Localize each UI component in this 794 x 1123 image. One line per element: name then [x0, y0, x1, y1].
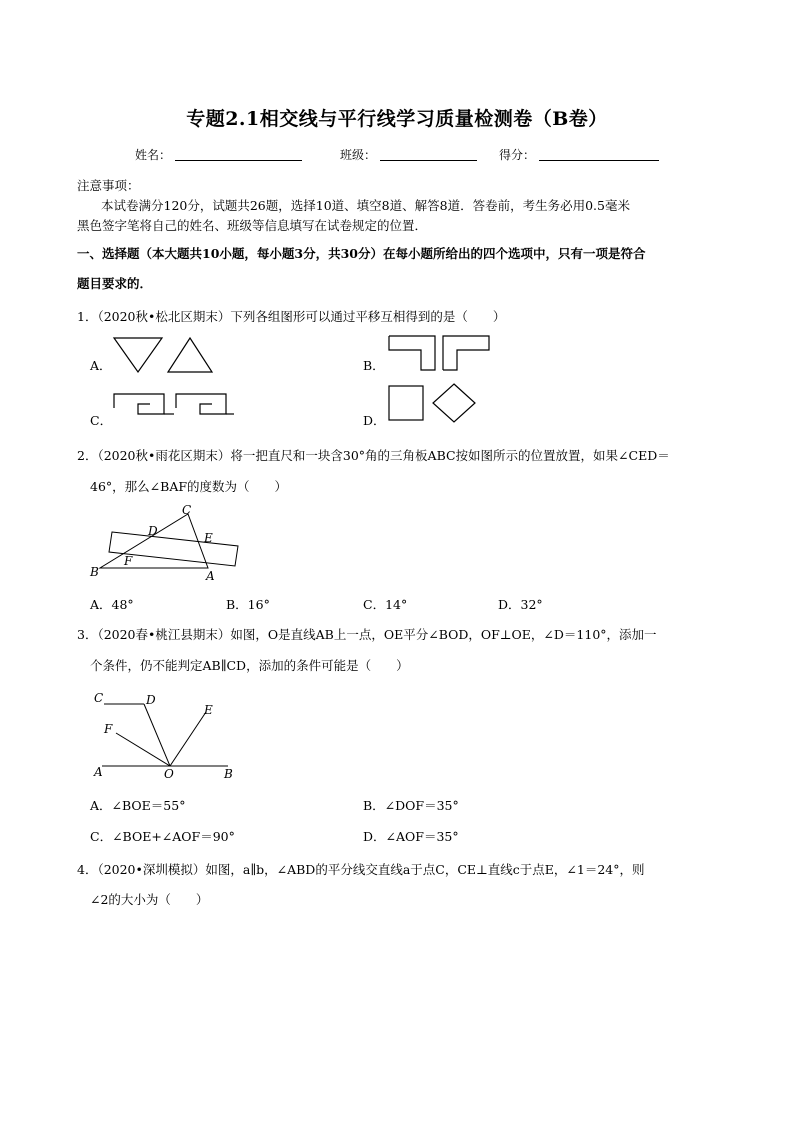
q2-option-d[interactable]: D．32° [498, 597, 543, 612]
rotated-square [433, 384, 475, 422]
q3-option-b[interactable]: B．∠DOF＝35° [363, 798, 459, 813]
q2-figure [86, 504, 256, 584]
q2-stem-line-1: 2．（2020秋•雨花区期末）将一把直尺和一块含30°角的三角板ABC按如图所示的位置放置，如果∠CED＝ [77, 448, 670, 463]
label-b: B [90, 565, 99, 579]
inverted-triangle [114, 338, 162, 372]
score-label: 得分： [499, 148, 536, 162]
ray-of [116, 733, 170, 766]
page-title: 专题2.1相交线与平行线学习质量检测卷（B卷） [186, 108, 608, 130]
class-label: 班级： [340, 148, 377, 162]
notes-heading: 注意事项： [77, 178, 140, 193]
q1-option-b-figure [387, 334, 497, 374]
q3-option-d[interactable]: D．∠AOF＝35° [363, 829, 459, 844]
q1-option-a-label[interactable]: A． [90, 358, 112, 373]
label-e: E [204, 703, 213, 717]
l-shape-left [389, 336, 435, 370]
q1-option-c-label[interactable]: C． [90, 413, 113, 428]
q3-option-c[interactable]: C．∠BOE+∠AOF＝90° [90, 829, 235, 844]
q3-stem-line-2: 个条件，仍不能判定AB∥CD，添加的条件可能是（ ） [90, 658, 409, 673]
q4-stem-line-1: 4．（2020•深圳模拟）如图，a∥b，∠ABD的平分线交直线a于点C，CE⊥直线c于点E，∠1＝24°，则 [77, 862, 645, 877]
label-o: O [164, 767, 174, 781]
hook-shape-left [114, 394, 164, 414]
q3-figure [90, 688, 240, 783]
label-c: C [182, 503, 192, 517]
q1-option-b-label[interactable]: B． [363, 358, 385, 373]
label-b: B [224, 767, 233, 781]
hook-shape-right [176, 394, 226, 414]
q2-stem-line-2: 46°，那么∠BAF的度数为（ ） [90, 479, 288, 494]
q1-option-a-figure [112, 336, 222, 376]
label-a: A [206, 569, 215, 583]
notes-line-1: 本试卷满分120分，试题共26题，选择10道、填空8道、解答8道．答卷前，考生务必用0.5毫米 [101, 198, 630, 213]
q1-option-c-figure [110, 390, 240, 420]
label-d: D [146, 693, 156, 707]
q1-stem: 1．（2020秋•松北区期末）下列各组图形可以通过平移互相得到的是（ ） [77, 309, 506, 324]
upright-triangle [168, 338, 212, 372]
section-heading-line-2: 题目要求的． [77, 276, 153, 291]
label-c: C [94, 691, 104, 705]
label-e: E [204, 531, 213, 545]
label-d: D [148, 524, 158, 538]
q2-option-a[interactable]: A．48° [90, 597, 134, 612]
class-field-line[interactable] [380, 160, 477, 161]
ray-od [144, 704, 170, 766]
label-f: F [104, 722, 113, 736]
q2-option-b[interactable]: B．16° [226, 597, 270, 612]
name-field-line[interactable] [175, 160, 302, 161]
notes-line-2: 黑色签字笔将自己的姓名、班级等信息填写在试卷规定的位置． [77, 218, 428, 233]
score-field-line[interactable] [539, 160, 659, 161]
ray-oe [170, 712, 206, 766]
q3-stem-line-1: 3．（2020春•桃江县期末）如图，O是直线AB上一点，OE平分∠BOD，OF⊥OE，∠D＝110°，添加一 [77, 627, 657, 642]
q1-option-d-figure [387, 382, 482, 426]
name-label: 姓名： [135, 148, 172, 162]
square [389, 386, 423, 420]
q1-option-d-label[interactable]: D． [363, 413, 386, 428]
label-f: F [124, 554, 133, 568]
q4-stem-line-2: ∠2的大小为（ ） [90, 892, 209, 907]
l-shape-right [443, 336, 489, 370]
q3-option-a[interactable]: A．∠BOE＝55° [90, 798, 186, 813]
q2-option-c[interactable]: C．14° [363, 597, 408, 612]
label-a: A [94, 765, 103, 779]
section-heading-line-1: 一、选择题（本大题共10小题，每小题3分，共30分）在每小题所给出的四个选项中，只有一项是符合 [77, 246, 646, 261]
